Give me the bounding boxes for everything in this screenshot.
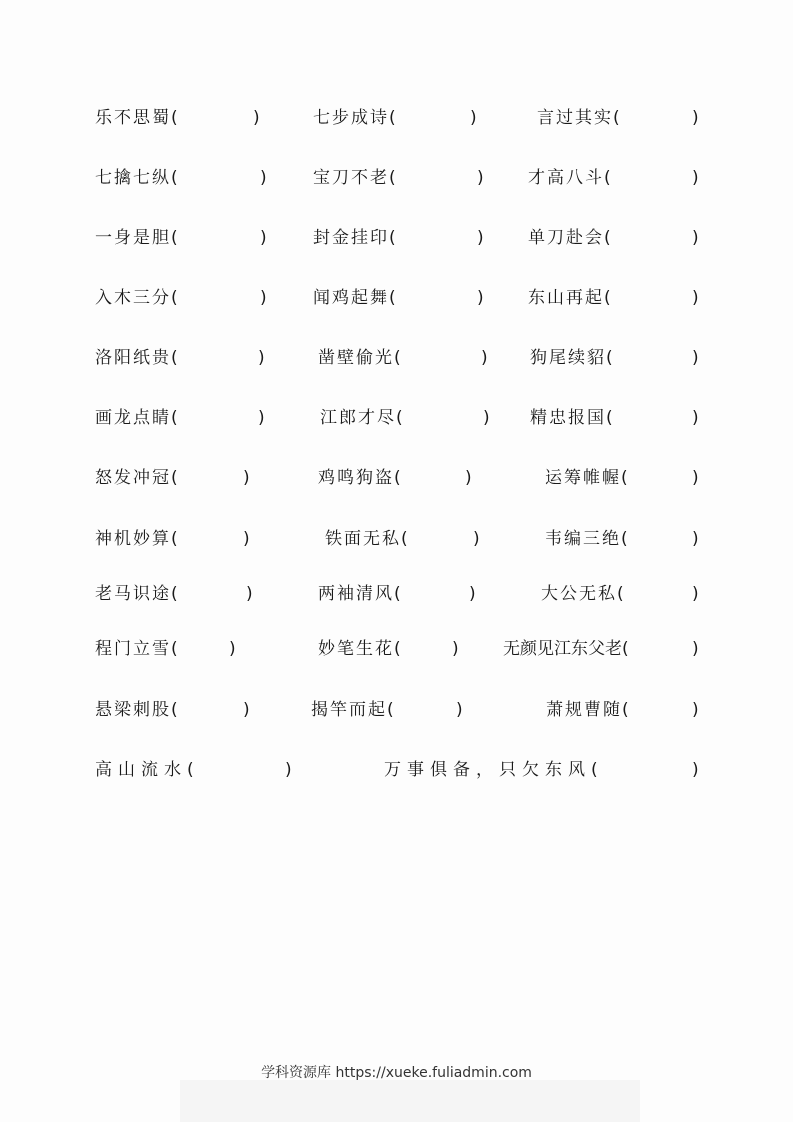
idiom-row xyxy=(0,343,793,373)
idiom-text: 悬梁刺股 xyxy=(95,700,171,720)
answer-blank-close: ) xyxy=(470,108,477,128)
idiom-text: 洛阳纸贵 xyxy=(95,348,171,368)
idiom-item xyxy=(530,343,615,373)
idiom-item xyxy=(95,634,180,664)
answer-blank-open[interactable]: ( xyxy=(187,760,200,780)
idiom-text: 鸡鸣狗盗 xyxy=(318,468,394,488)
idiom-text: 万事俱备，只欠东风 xyxy=(384,760,591,780)
idiom-item xyxy=(318,343,403,373)
answer-blank-close: ) xyxy=(477,228,484,248)
idiom-text: 精忠报国 xyxy=(530,408,606,428)
idiom-text: 老马识途 xyxy=(95,584,171,604)
idiom-text: 七擒七纵 xyxy=(95,168,171,188)
idiom-text: 狗尾续貂 xyxy=(530,348,606,368)
idiom-row xyxy=(0,463,793,493)
idiom-text: 入木三分 xyxy=(95,288,171,308)
idiom-item xyxy=(313,223,398,253)
idiom-item xyxy=(320,403,405,433)
answer-blank-open[interactable]: ( xyxy=(389,168,398,188)
answer-blank-open[interactable]: ( xyxy=(606,408,615,428)
idiom-text: 七步成诗 xyxy=(313,108,389,128)
idiom-item xyxy=(313,163,398,193)
idiom-item xyxy=(95,524,180,554)
answer-blank-close: ) xyxy=(469,584,476,604)
idiom-item xyxy=(318,463,403,493)
answer-blank-close: ) xyxy=(243,468,250,488)
answer-blank-close: ) xyxy=(246,584,253,604)
answer-blank-open[interactable]: ( xyxy=(171,639,180,659)
idiom-item xyxy=(95,103,180,133)
answer-blank-open[interactable]: ( xyxy=(389,288,398,308)
idiom-text: 大公无私 xyxy=(541,584,617,604)
answer-blank-open[interactable]: ( xyxy=(171,529,180,549)
idiom-item xyxy=(95,403,180,433)
answer-blank-open[interactable]: ( xyxy=(387,700,396,720)
answer-blank-close: ) xyxy=(692,529,699,549)
answer-blank-open[interactable]: ( xyxy=(394,584,403,604)
idiom-item xyxy=(545,463,630,493)
idiom-item xyxy=(95,695,180,725)
answer-blank-close: ) xyxy=(692,228,699,248)
idiom-row xyxy=(0,283,793,313)
idiom-row xyxy=(0,103,793,133)
answer-blank-open[interactable]: ( xyxy=(396,408,405,428)
idiom-item xyxy=(313,103,398,133)
answer-blank-close: ) xyxy=(260,288,267,308)
idiom-text: 韦编三绝 xyxy=(545,529,621,549)
idiom-text: 闻鸡起舞 xyxy=(313,288,389,308)
answer-blank-open[interactable]: ( xyxy=(622,700,631,720)
idiom-item xyxy=(95,755,200,785)
answer-blank-close: ) xyxy=(692,700,699,720)
idiom-text: 才高八斗 xyxy=(528,168,604,188)
idiom-item xyxy=(95,163,180,193)
idiom-item xyxy=(95,343,180,373)
answer-blank-close: ) xyxy=(465,468,472,488)
idiom-text: 东山再起 xyxy=(528,288,604,308)
idiom-row xyxy=(0,403,793,433)
answer-blank-close: ) xyxy=(452,639,459,659)
idiom-item xyxy=(325,524,410,554)
answer-blank-open[interactable]: ( xyxy=(171,348,180,368)
idiom-text: 画龙点睛 xyxy=(95,408,171,428)
idiom-item xyxy=(541,579,626,609)
idiom-item xyxy=(384,755,604,785)
idiom-item xyxy=(95,463,180,493)
idiom-text: 程门立雪 xyxy=(95,639,171,659)
idiom-item xyxy=(318,634,403,664)
answer-blank-close: ) xyxy=(258,408,265,428)
idiom-text: 运筹帷幄 xyxy=(545,468,621,488)
answer-blank-close: ) xyxy=(260,228,267,248)
idiom-text: 铁面无私 xyxy=(325,529,401,549)
idiom-item xyxy=(311,695,396,725)
answer-blank-close: ) xyxy=(692,639,699,659)
idiom-text: 怒发冲冠 xyxy=(95,468,171,488)
answer-blank-close: ) xyxy=(477,288,484,308)
answer-blank-open[interactable]: ( xyxy=(613,108,622,128)
answer-blank-open[interactable]: ( xyxy=(622,639,629,659)
idiom-row xyxy=(0,695,793,725)
answer-blank-close: ) xyxy=(243,529,250,549)
idiom-row xyxy=(0,755,793,785)
idiom-item xyxy=(528,163,613,193)
answer-blank-open[interactable]: ( xyxy=(171,168,180,188)
answer-blank-close: ) xyxy=(692,168,699,188)
answer-blank-close: ) xyxy=(692,108,699,128)
answer-blank-close: ) xyxy=(473,529,480,549)
idiom-item xyxy=(313,283,398,313)
answer-blank-open[interactable]: ( xyxy=(389,108,398,128)
idiom-row xyxy=(0,634,793,664)
answer-blank-close: ) xyxy=(692,288,699,308)
idiom-text: 封金挂印 xyxy=(313,228,389,248)
answer-blank-close: ) xyxy=(229,639,236,659)
idiom-row xyxy=(0,579,793,609)
idiom-item xyxy=(503,634,629,664)
footer-watermark: 学科资源库 https://xueke.fuliadmin.com xyxy=(261,1065,532,1081)
idiom-text: 两袖清风 xyxy=(318,584,394,604)
idiom-text: 高山流水 xyxy=(95,760,187,780)
answer-blank-open[interactable]: ( xyxy=(171,408,180,428)
idiom-row xyxy=(0,223,793,253)
idiom-item xyxy=(545,524,630,554)
answer-blank-close: ) xyxy=(477,168,484,188)
answer-blank-close: ) xyxy=(285,760,292,780)
answer-blank-open[interactable]: ( xyxy=(171,228,180,248)
idiom-item xyxy=(546,695,631,725)
idiom-item xyxy=(537,103,622,133)
answer-blank-open[interactable]: ( xyxy=(604,228,613,248)
answer-blank-open[interactable]: ( xyxy=(389,228,398,248)
idiom-item xyxy=(95,283,180,313)
idiom-text: 萧规曹随 xyxy=(546,700,622,720)
answer-blank-open[interactable]: ( xyxy=(394,468,403,488)
idiom-text: 乐不思蜀 xyxy=(95,108,171,128)
answer-blank-close: ) xyxy=(483,408,490,428)
idiom-row xyxy=(0,524,793,554)
idiom-item xyxy=(528,223,613,253)
idiom-item xyxy=(528,283,613,313)
idiom-text: 凿壁偷光 xyxy=(318,348,394,368)
answer-blank-open[interactable]: ( xyxy=(394,639,403,659)
idiom-text: 言过其实 xyxy=(537,108,613,128)
answer-blank-close: ) xyxy=(243,700,250,720)
answer-blank-open[interactable]: ( xyxy=(617,584,626,604)
answer-blank-open[interactable]: ( xyxy=(606,348,615,368)
idiom-text: 妙笔生花 xyxy=(318,639,394,659)
answer-blank-open[interactable]: ( xyxy=(604,168,613,188)
answer-blank-open[interactable]: ( xyxy=(171,288,180,308)
answer-blank-close: ) xyxy=(481,348,488,368)
answer-blank-open[interactable]: ( xyxy=(621,529,630,549)
idiom-text: 江郎才尽 xyxy=(320,408,396,428)
idiom-text: 宝刀不老 xyxy=(313,168,389,188)
answer-blank-close: ) xyxy=(692,468,699,488)
idiom-item xyxy=(530,403,615,433)
answer-blank-close: ) xyxy=(692,760,699,780)
answer-blank-close: ) xyxy=(260,168,267,188)
idiom-text: 单刀赴会 xyxy=(528,228,604,248)
idiom-text: 神机妙算 xyxy=(95,529,171,549)
answer-blank-open[interactable]: ( xyxy=(171,584,180,604)
answer-blank-close: ) xyxy=(456,700,463,720)
answer-blank-close: ) xyxy=(253,108,260,128)
answer-blank-close: ) xyxy=(692,408,699,428)
footer-shade xyxy=(180,1080,640,1122)
answer-blank-open[interactable]: ( xyxy=(621,468,630,488)
idiom-row xyxy=(0,163,793,193)
answer-blank-open[interactable]: ( xyxy=(591,760,604,780)
answer-blank-open[interactable]: ( xyxy=(171,468,180,488)
answer-blank-open[interactable]: ( xyxy=(171,108,180,128)
idiom-item xyxy=(318,579,403,609)
answer-blank-close: ) xyxy=(258,348,265,368)
idiom-text: 无颜见江东父老 xyxy=(503,639,622,659)
idiom-item xyxy=(95,579,180,609)
answer-blank-close: ) xyxy=(692,348,699,368)
answer-blank-close: ) xyxy=(692,584,699,604)
answer-blank-open[interactable]: ( xyxy=(401,529,410,549)
idiom-text: 揭竿而起 xyxy=(311,700,387,720)
idiom-text: 一身是胆 xyxy=(95,228,171,248)
idiom-item xyxy=(95,223,180,253)
answer-blank-open[interactable]: ( xyxy=(171,700,180,720)
answer-blank-open[interactable]: ( xyxy=(394,348,403,368)
answer-blank-open[interactable]: ( xyxy=(604,288,613,308)
